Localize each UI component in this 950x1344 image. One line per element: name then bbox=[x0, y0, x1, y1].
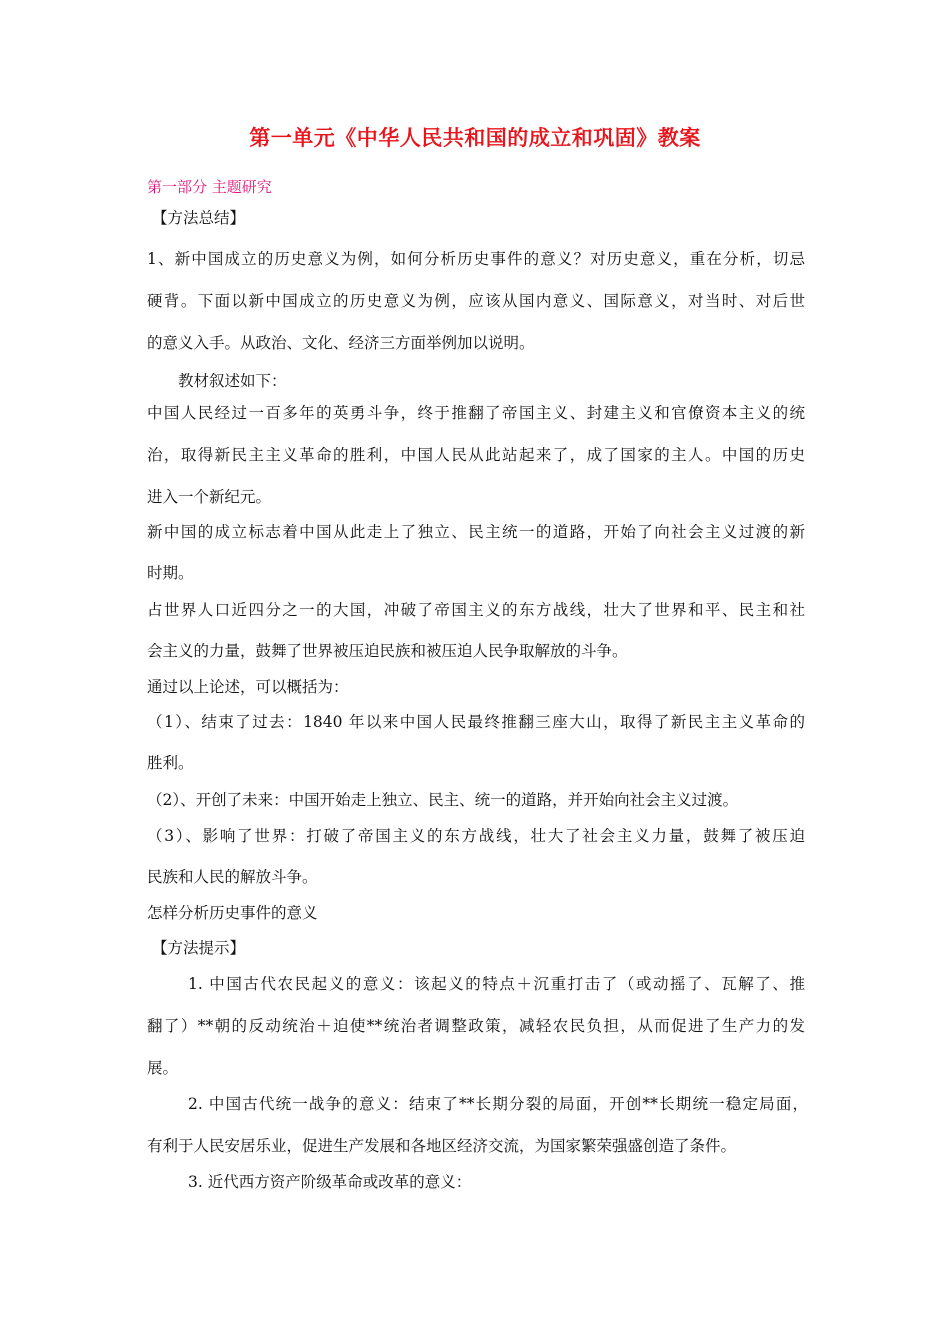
document-title: 第一单元《中华人民共和国的成立和巩固》教案 bbox=[249, 125, 701, 150]
textbook-intro: 教材叙述如下： bbox=[178, 372, 287, 390]
summary-item: 民族和人民的解放斗争。 bbox=[147, 868, 318, 886]
paragraph-line: 治，取得新民主主义革命的胜利，中国人民从此站起来了，成了国家的主人。中国的历史 bbox=[147, 446, 805, 464]
paragraph-line: 的意义入手。从政治、文化、经济三方面举例加以说明。 bbox=[147, 334, 535, 352]
tip-item: 3. 近代西方资产阶级革命或改革的意义： bbox=[188, 1173, 472, 1191]
tip-item: 展。 bbox=[147, 1059, 179, 1077]
method-tips-heading: 【方法提示】 bbox=[152, 939, 246, 957]
paragraph-line: 进入一个新纪元。 bbox=[147, 488, 272, 506]
paragraph-line: 会主义的力量，鼓舞了世界被压迫民族和被压迫人民争取解放的斗争。 bbox=[147, 642, 628, 660]
paragraph-line: 新中国的成立标志着中国从此走上了独立、民主统一的道路，开始了向社会主义过渡的新 bbox=[147, 523, 805, 541]
summary-intro: 通过以上论述，可以概括为： bbox=[147, 678, 349, 696]
paragraph-line: 占世界人口近四分之一的大国，冲破了帝国主义的东方战线，壮大了世界和平、民主和社 bbox=[147, 601, 805, 619]
tip-item: 1. 中国古代农民起义的意义：该起义的特点＋沉重打击了（或动摇了、瓦解了、推 bbox=[188, 975, 805, 993]
paragraph-line: 时期。 bbox=[147, 564, 194, 582]
paragraph-line: 1、新中国成立的历史意义为例，如何分析历史事件的意义？对历史意义，重在分析，切忌 bbox=[147, 250, 805, 268]
summary-item: （2）、开创了未来：中国开始走上独立、民主、统一的道路，并开始向社会主义过渡。 bbox=[147, 791, 739, 809]
method-summary-heading: 【方法总结】 bbox=[152, 209, 246, 227]
paragraph-line: 中国人民经过一百多年的英勇斗争，终于推翻了帝国主义、封建主义和官僚资本主义的统 bbox=[147, 404, 805, 422]
tip-item: 有利于人民安居乐业，促进生产发展和各地区经济交流，为国家繁荣强盛创造了条件。 bbox=[147, 1137, 737, 1155]
paragraph-line: 硬背。下面以新中国成立的历史意义为例，应该从国内意义、国际意义，对当时、对后世 bbox=[147, 292, 805, 310]
tip-item: 翻了）**朝的反动统治＋迫使**统治者调整政策，减轻农民负担，从而促进了生产力的发 bbox=[147, 1017, 805, 1035]
summary-item: （1）、结束了过去：1840 年以来中国人民最终推翻三座大山，取得了新民主主义革命的 bbox=[147, 713, 805, 731]
part-heading: 第一部分 主题研究 bbox=[147, 178, 272, 196]
summary-item: 胜利。 bbox=[147, 754, 194, 772]
summary-item: （3）、影响了世界：打破了帝国主义的东方战线，壮大了社会主义力量，鼓舞了被压迫 bbox=[147, 827, 805, 845]
how-to-heading: 怎样分析历史事件的意义 bbox=[147, 904, 318, 922]
tip-item: 2. 中国古代统一战争的意义：结束了**长期分裂的局面，开创**长期统一稳定局面， bbox=[188, 1095, 808, 1113]
